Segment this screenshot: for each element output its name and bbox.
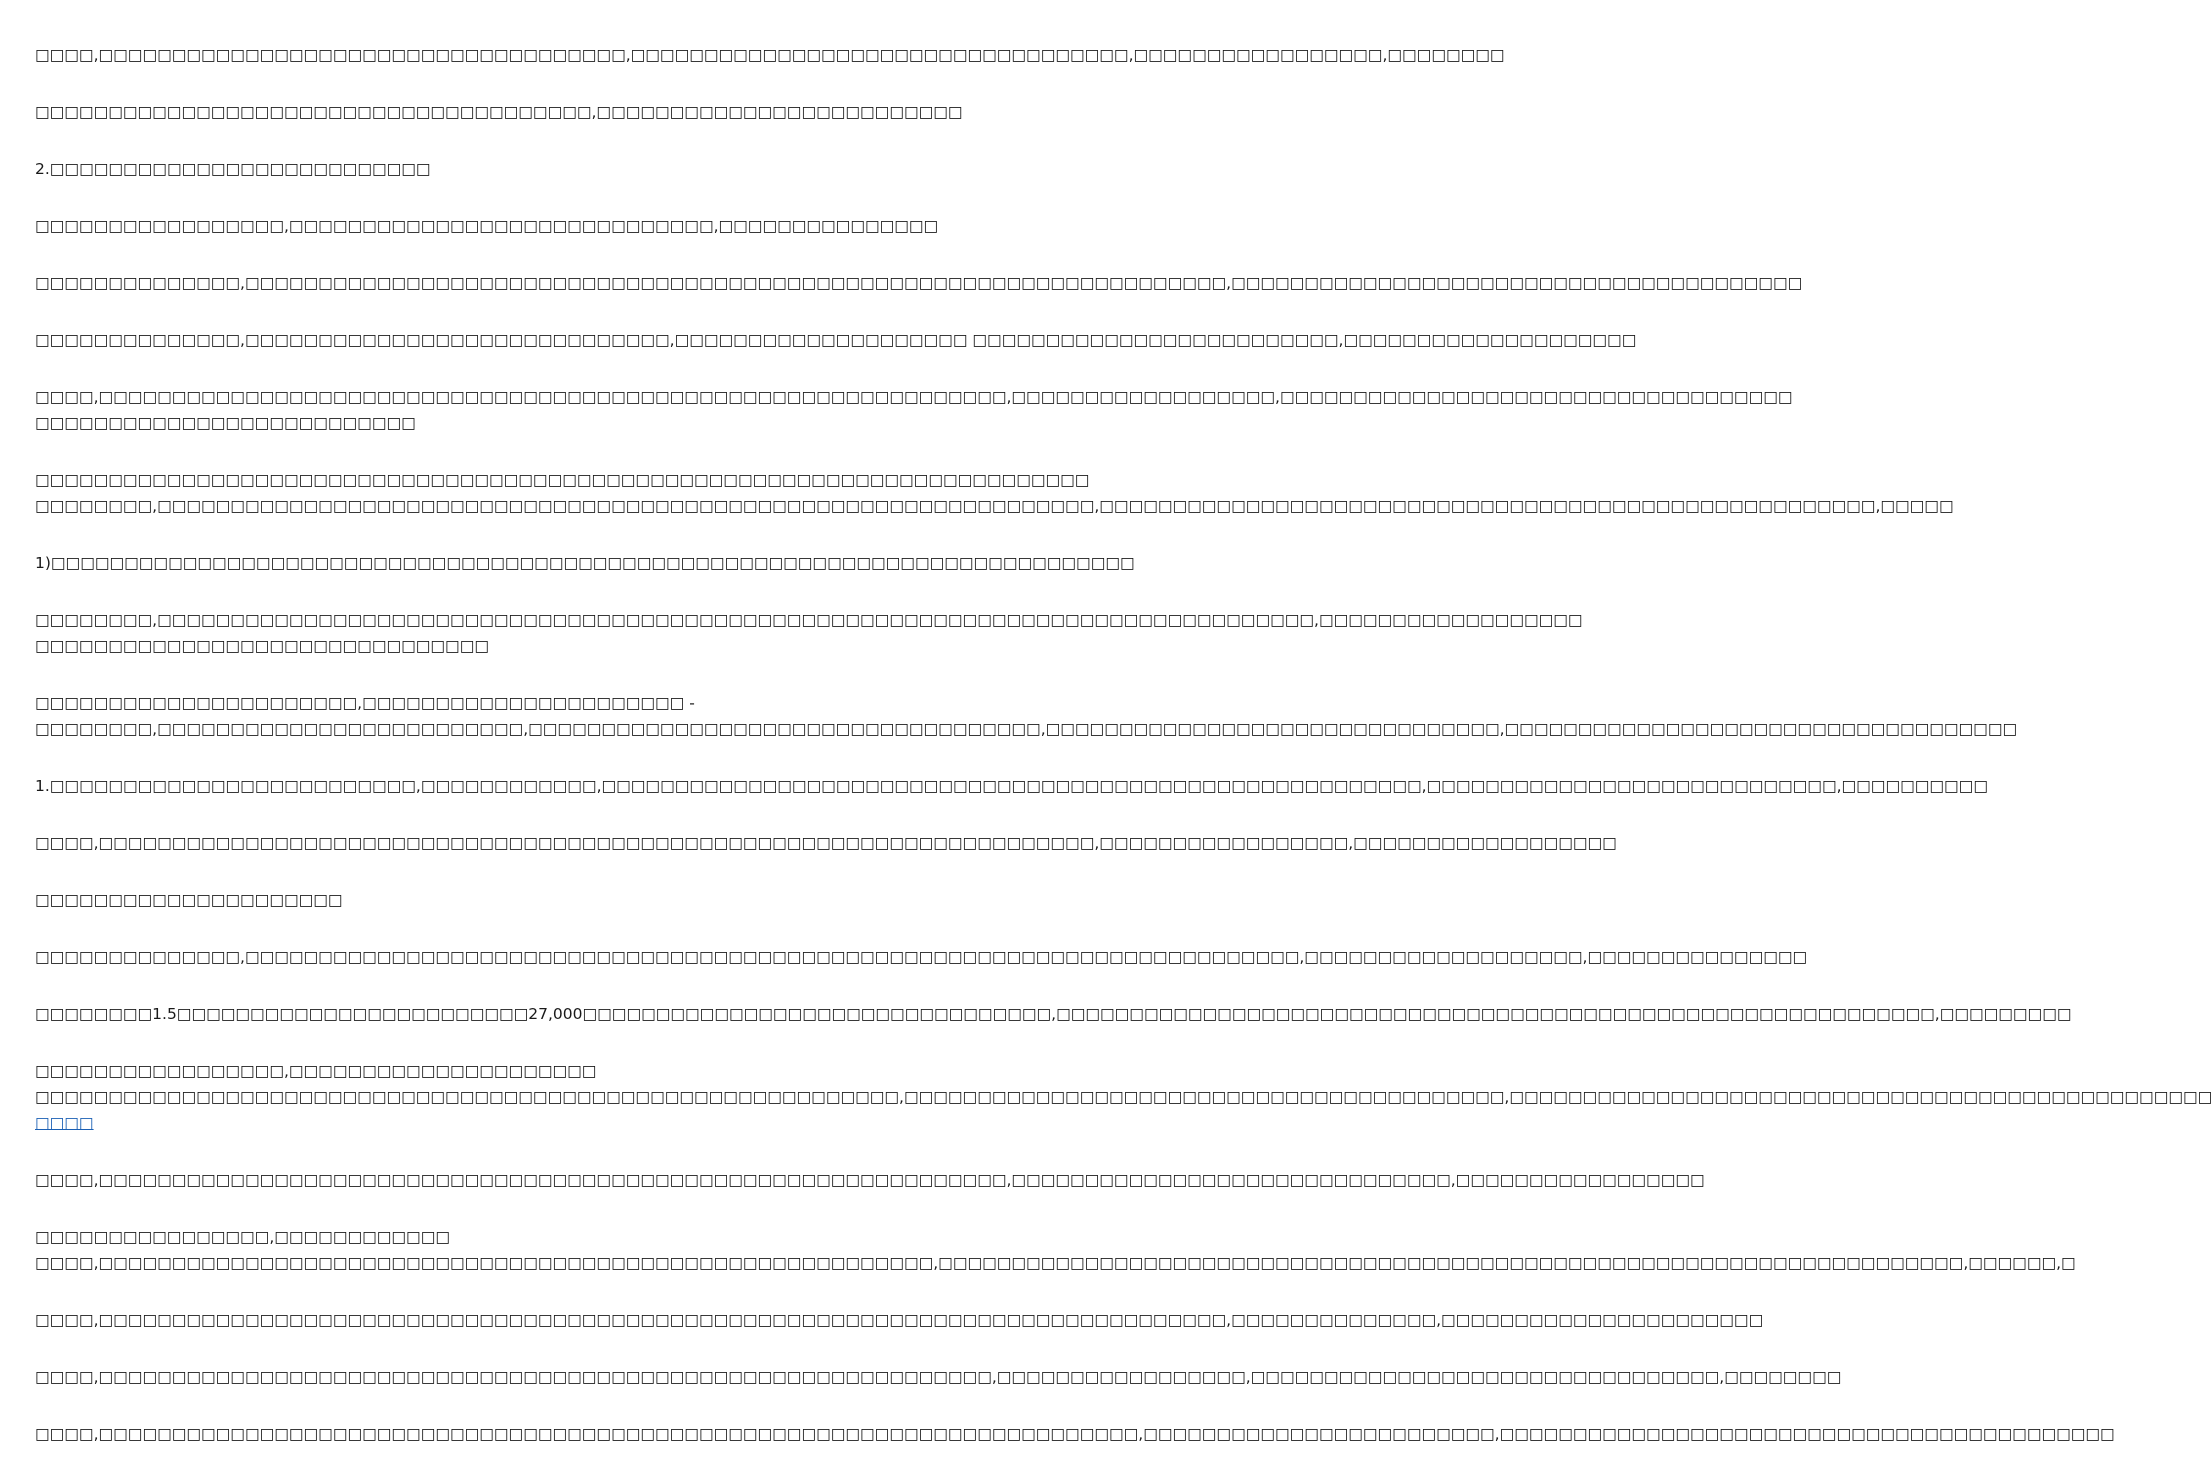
paragraph-line: □□□□□□□□1.5□□□□□□□□□□□□□□□□□□□□□□□□27,000□□□□□□□□□□□□□□□□□□□□□□□□□□□□□□□□,□□□□□□□□□□□□□□□□□□□□□□□□□□□□□□□□□□□□□□□□□□□□□□□□□□□□□□□□□□□□,□□□□□□□□□: [35, 1005, 2072, 1023]
paragraph: [35, 156, 990, 182]
paragraph-line: □□□□□□□□,□□□□□□□□□□□□□□□□□□□□□□□□□□□□□□□□□□□□□□□□□□□□□□□□□□□□□□□□□□□□□□□□,□□□□□□□□□□□□□□□□□□□□□□□□□□□□□□□□□□□□□□□□□□□□□□□□□□□□□,□□□□□: [35, 497, 1954, 515]
paragraph-line: □□□□□□□□□□□□□□□□□□□□□□,□□□□□□□□□□□□□□□□□□□□□□ -: [35, 694, 695, 712]
paragraph: [35, 467, 1954, 519]
paragraph: [35, 99, 990, 125]
paragraph-line: □□□□,□□□□□□□□□□□□□□□□□□□□□□□□□□□□□□□□□□□□□□□□□□□□□□□□□□□□□□□□□□□□□□,□□□□□□□□□□□□□□□□□□□□□□□□□□□□□□,□□□□□□□□□□□□□□□□□: [35, 1171, 1705, 1189]
paragraph-line: □□□□,□□□□□□□□□□□□□□□□□□□□□□□□□□□□□□□□□□□□□□□□□□□□□□□□□□□□□□□□□□□□□□□□□□□□,□□□□□□□□□□□□□□□□□,□□□□□□□□□□□□□□□□□□: [35, 834, 1617, 852]
paragraph: [35, 213, 990, 239]
paragraph: [35, 887, 990, 913]
paragraph: [35, 1364, 1842, 1390]
paragraph: [35, 773, 1988, 799]
paragraph: [35, 1001, 2072, 1027]
paragraph-line: □□□□□□□□,□□□□□□□□□□□□□□□□□□□□□□□□□□□□□□□□□□□□□□□□□□□□□□□□□□□□□□□□□□□□□□□□□□□□□□□□□□□□□□□,□□□□□□□□□□□□□□□□□□: [35, 611, 1583, 629]
paragraph-line: □□□□□□□□□□□□□□□□□□□□□□□□□□□□□□□□□□□□□□,□□□□□□□□□□□□□□□□□□□□□□□□□: [35, 103, 963, 121]
paragraph-line: 1.□□□□□□□□□□□□□□□□□□□□□□□□□,□□□□□□□□□□□□,□□□□□□□□□□□□□□□□□□□□□□□□□□□□□□□□□□□□□□□□□□□□□□□□□□□□□□□□,□□□□□□□□□□□□□□□□□□□□□□□□□□□□,□□□□□□□□□□: [35, 777, 1988, 795]
paragraph: [35, 690, 2018, 742]
paragraph-line: □□□□,□□□□□□□□□□□□□□□□□□□□□□□□□□□□□□□□□□□□□□□□□□□□□□□□□□□□□□□□□□□□□□□□□□□□□□□,□□□□□□□□□□□□□□□□□□□□□□□□,□□□□□□□□□□□□□□□□□□□□□□□□□□□□□□□□□□□□□□□□□□: [35, 1425, 2115, 1443]
paragraph-line: □□□□□□□□□□□□□□□□□□□□□□□□□□□□□□□: [35, 637, 489, 655]
document-body: [35, 42, 2212, 1478]
paragraph: [35, 830, 1617, 856]
paragraph: [35, 944, 1808, 970]
paragraph: [35, 607, 1583, 659]
paragraph-line: □□□□□□□□,□□□□□□□□□□□□□□□□□□□□□□□□□,□□□□□□□□□□□□□□□□□□□□□□□□□□□□□□□□□□□,□□□□□□□□□□□□□□□□□□□□□□□□□□□□□□□,□□□□□□□□□□□□□□□□□□□□□□□□□□□□□□□□□□□: [35, 720, 2018, 738]
paragraph-line: □□□□□□□□□□□□□□□□□,□□□□□□□□□□□□□□□□□□□□□: [35, 1062, 597, 1080]
paragraph-line: 2.□□□□□□□□□□□□□□□□□□□□□□□□□□: [35, 160, 431, 178]
paragraph-line: □□□□□□□□□□□□□□,□□□□□□□□□□□□□□□□□□□□□□□□□□□□□□□□□□□□□□□□□□□□□□□□□□□□□□□□□□□□□□□□□□□□□□□□,□□□□□□□□□□□□□□□□□□□,□□□□□□□□□□□□□□□: [35, 948, 1808, 966]
inline-link[interactable]: □□□□: [35, 1114, 94, 1132]
paragraph-line: □□□□□□□□□□□□□□□□□□□□□□□□□□□□□□□□□□□□□□□□□□□□□□□□□□□□□□□□□□□,□□□□□□□□□□□□□□□□□□□□□□□□□□□□□□□□□□□□□□□□□,□□□□□□□□□□□□□□□□□□□□□□□□□□□□□□□□□□□□□□□□□□□□□□□□: [35, 1088, 2212, 1106]
paragraph-line: □□□□□□□□□□□□□□□□,□□□□□□□□□□□□: [35, 1228, 450, 1246]
paragraph: [35, 1167, 1705, 1193]
paragraph: [35, 42, 1505, 68]
paragraph-line: □□□□,□□□□□□□□□□□□□□□□□□□□□□□□□□□□□□□□□□□□□□□□□□□□□□□□□□□□□□□□□□□□□□,□□□□□□□□□□□□□□□□□□,□□□□□□□□□□□□□□□□□□□□□□□□□□□□□□□□□□□: [35, 388, 1793, 406]
paragraph-line: 1)□□□□□□□□□□□□□□□□□□□□□□□□□□□□□□□□□□□□□□□□□□□□□□□□□□□□□□□□□□□□□□□□□□□□□□□□□□: [35, 554, 1135, 572]
paragraph: [35, 550, 1135, 576]
paragraph-line: □□□□□□□□□□□□□□□□□□□□□□□□□□: [35, 414, 416, 432]
paragraph: [35, 270, 1803, 296]
paragraph: [35, 327, 1637, 353]
paragraph-line: □□□□□□□□□□□□□□,□□□□□□□□□□□□□□□□□□□□□□□□□□□□□,□□□□□□□□□□□□□□□□□□□□ □□□□□□□□□□□□□□□□□□□□□□□□□,□□□□□□□□□□□□□□□□□□□□: [35, 331, 1637, 349]
paragraph: [35, 384, 1793, 436]
paragraph-line: □□□□,□□□□□□□□□□□□□□□□□□□□□□□□□□□□□□□□□□□□□□□□□□□□□□□□□□□□□□□□□□□□□,□□□□□□□□□□□□□□□□□,□□□□□□□□□□□□□□□□□□□□□□□□□□□□□□□□,□□□□□□□□: [35, 1368, 1842, 1386]
paragraph-line: □□□□□□□□□□□□□□,□□□□□□□□□□□□□□□□□□□□□□□□□□□□□□□□□□□□□□□□□□□□□□□□□□□□□□□□□□□□□□□□□□□,□□□□□□□□□□□□□□□□□□□□□□□□□□□□□□□□□□□□□□□: [35, 274, 1803, 292]
paragraph: [35, 1224, 2076, 1276]
paragraph: [35, 1058, 2212, 1136]
paragraph: [35, 1307, 1764, 1333]
paragraph-line: □□□□,□□□□□□□□□□□□□□□□□□□□□□□□□□□□□□□□□□□□□□□□□□□□□□□□□□□□□□□□□,□□□□□□□□□□□□□□□□□□□□□□□□□□□□□□□□□□□□□□□□□□□□□□□□□□□□□□□□□□□□□□□□□□□□□□,□□□□□□,□: [35, 1254, 2076, 1272]
paragraph-line: □□□□,□□□□□□□□□□□□□□□□□□□□□□□□□□□□□□□□□□□□,□□□□□□□□□□□□□□□□□□□□□□□□□□□□□□□□□□,□□□□□□□□□□□□□□□□□,□□□□□□□□: [35, 46, 1505, 64]
paragraph-link-line: [35, 1110, 990, 1136]
paragraph: [35, 1421, 2115, 1447]
paragraph-line: □□□□□□□□□□□□□□□□□□□□□□□□□□□□□□□□□□□□□□□□□□□□□□□□□□□□□□□□□□□□□□□□□□□□□□□□: [35, 471, 1090, 489]
paragraph-line: □□□□□□□□□□□□□□□□□,□□□□□□□□□□□□□□□□□□□□□□□□□□□□□,□□□□□□□□□□□□□□□: [35, 217, 939, 235]
paragraph-line: □□□□,□□□□□□□□□□□□□□□□□□□□□□□□□□□□□□□□□□□□□□□□□□□□□□□□□□□□□□□□□□□□□□□□□□□□□□□□□□□□□,□□□□□□□□□□□□□□,□□□□□□□□□□□□□□□□□□□□□□: [35, 1311, 1764, 1329]
paragraph-line: □□□□□□□□□□□□□□□□□□□□□: [35, 891, 343, 909]
